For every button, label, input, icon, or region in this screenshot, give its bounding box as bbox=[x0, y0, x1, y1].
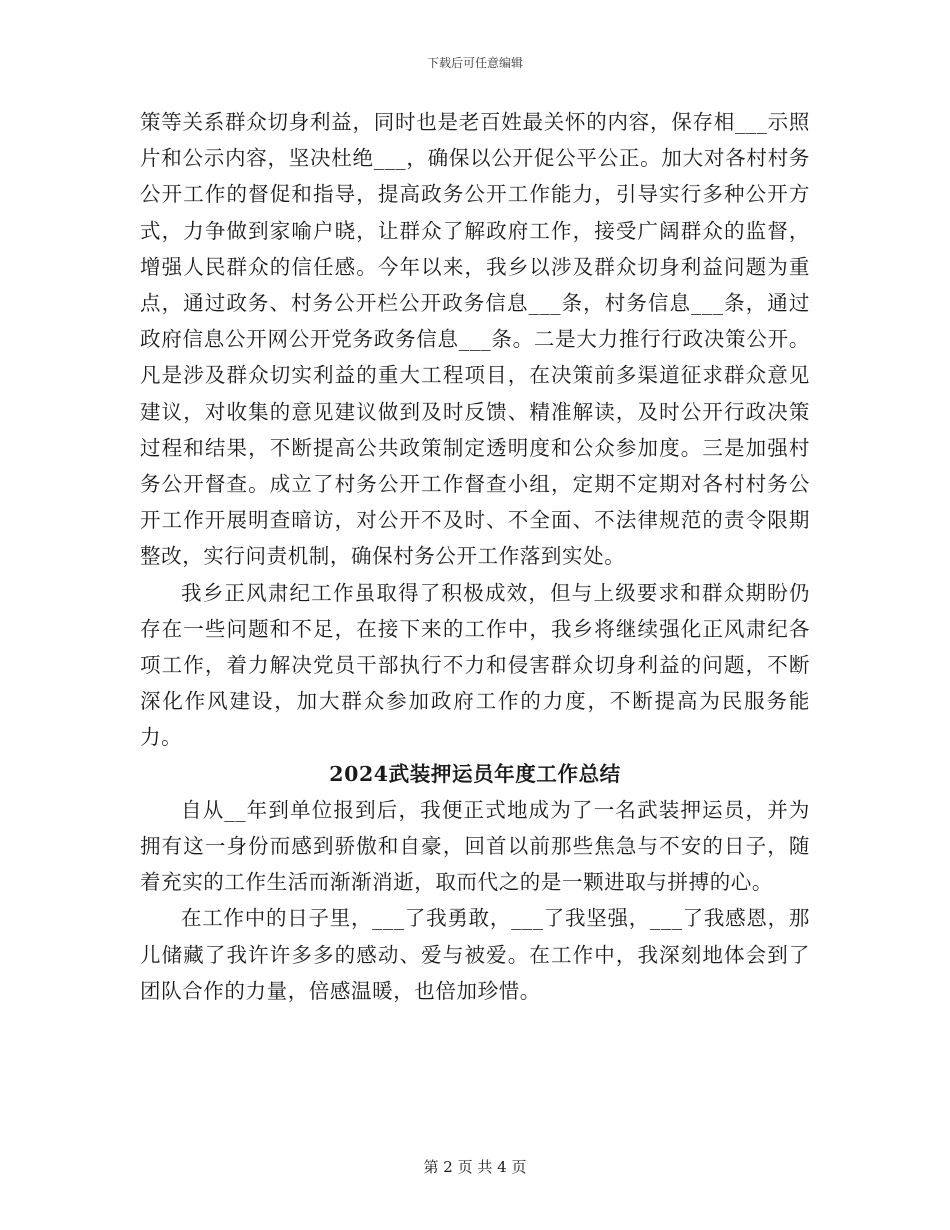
body-paragraph-1: 策等关系群众切身利益，同时也是老百姓最关怀的内容，保存相___示照片和公示内容，坚决杜绝___，确保以公开促公平公正。加大对各村村务公开工作的督促和指导，提高政务公开工作能力，引导实行多种公开方式，力争做到家喻户晓，让群众了解政府工作，接受广阔群众的监督，增强人民群众的信任感。今年以来，我乡以涉及群众切身利益问题为重点，通过政务、村务公开栏公开政务信息___条，村务信息___条，通过政府信息公开网公开党务政务信息___条。二是大力推行行政决策公开。凡是涉及群众切实利益的重大工程项目，在决策前多渠道征求群众意见建议，对收集的意见建议做到及时反馈、精准解读，及时公开行政决策过程和结果，不断提高公共政策制定透明度和公众参加度。三是加强村务公开督查。成立了村务公开工作督查小组，定期不定期对各村村务公开工作开展明查暗访，对公开不及时、不全面、不法律规范的责令限期整改，实行问责机制，确保村务公开工作落到实处。 bbox=[140, 110, 810, 569]
page-header: 下载后可任意编辑 bbox=[426, 56, 523, 70]
document-body bbox=[140, 104, 810, 1009]
section-paragraph-2: 在工作中的日子里，___了我勇敢，___了我坚强，___了我感恩，那儿储藏了我许许多多的感动、爱与被爱。在工作中，我深刻地体会到了团队合作的力量，倍感温暖，也倍加珍惜。 bbox=[140, 906, 810, 1003]
body-paragraph-2: 我乡正风肃纪工作虽取得了积极成效，但与上级要求和群众期盼仍存在一些问题和不足，在接下来的工作中，我乡将继续强化正风肃纪各项工作，着力解决党员干部执行不力和侵害群众切身利益的问题，不断深化作风建设，加大群众参加政府工作的力度，不断提高为民服务能力。 bbox=[140, 580, 810, 750]
page-number: 第 2 页 共 4 页 bbox=[423, 1158, 527, 1176]
section-title: 2024武装押运员年度工作总结 bbox=[329, 761, 621, 786]
section-paragraph-1: 自从__年到单位报到后，我便正式地成为了一名武装押运员，并为拥有这一身份而感到骄傲和自豪，回首以前那些焦急与不安的日子，随着充实的工作生活而渐渐消逝，取而代之的是一颗进取与拼搏的心。 bbox=[140, 797, 810, 895]
